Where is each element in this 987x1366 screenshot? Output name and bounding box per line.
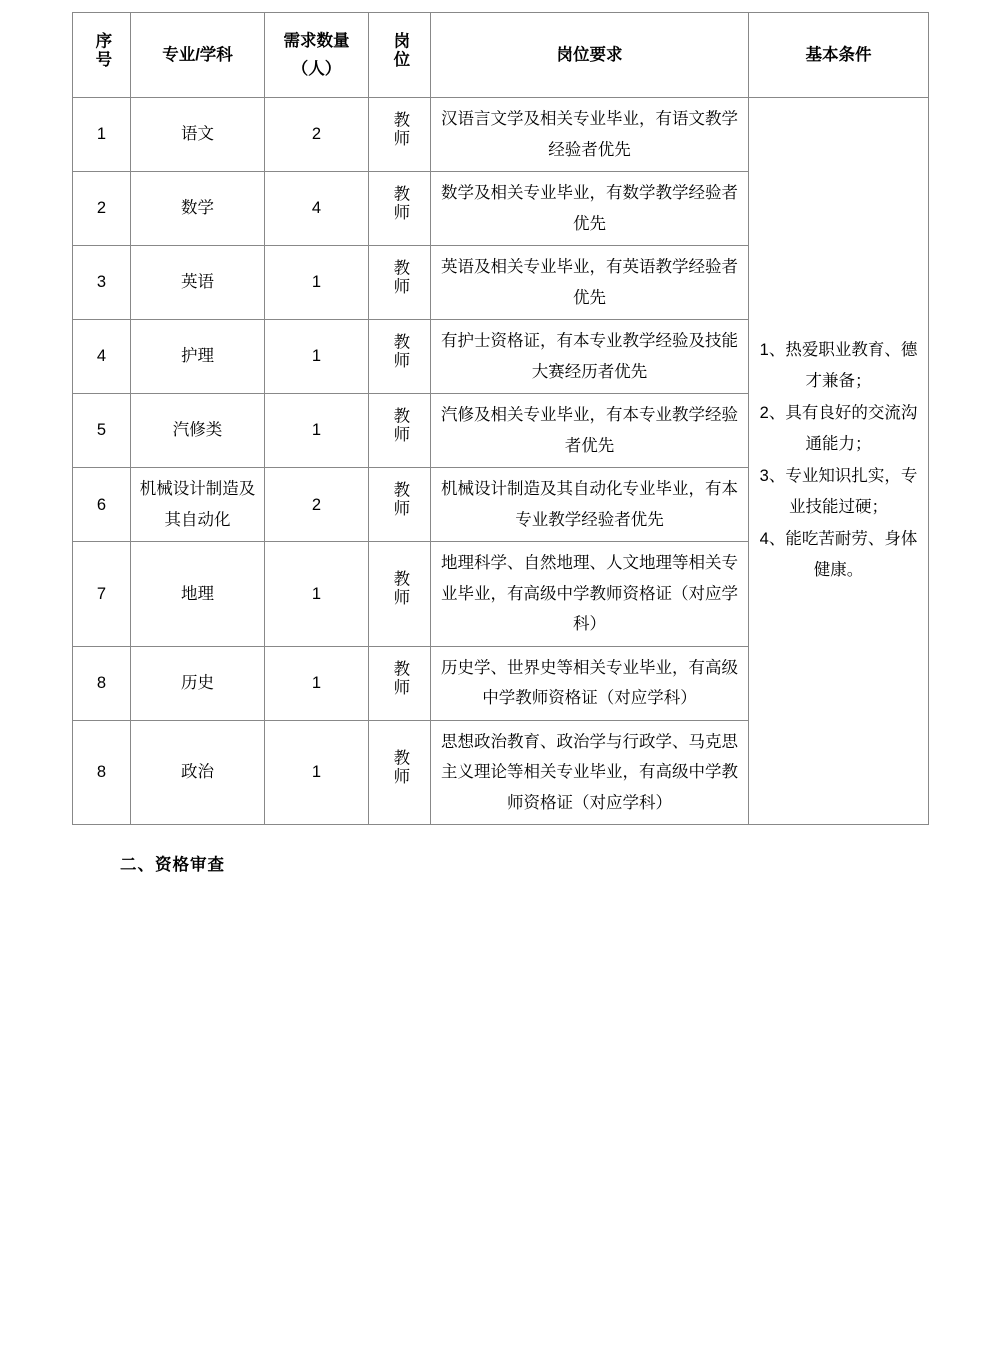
cell-post-text: 教师: [390, 332, 409, 370]
cell-major: 语文: [131, 98, 265, 172]
column-header-major: 专业/学科: [131, 13, 265, 98]
cell-quantity: 2: [265, 468, 369, 542]
cell-post-text: 教师: [390, 748, 409, 786]
cell-no: 7: [73, 542, 131, 647]
table-row: [73, 98, 929, 172]
cell-post-text: 教师: [390, 481, 409, 518]
cell-requirement: 机械设计制造及其自动化专业毕业，有本专业教学经验者优先: [431, 468, 749, 542]
cell-no: 8: [73, 646, 131, 720]
basic-condition-item: 3、专业知识扎实，专业技能过硬；: [759, 467, 918, 516]
basic-condition-item: 2、具有良好的交流沟通能力；: [759, 404, 918, 453]
cell-quantity: 4: [265, 172, 369, 246]
cell-quantity: 1: [265, 720, 369, 825]
cell-post-text: 教师: [390, 406, 409, 444]
cell-major: 汽修类: [131, 394, 265, 468]
cell-no: 3: [73, 246, 131, 320]
column-header-no: [73, 13, 131, 98]
column-header-quantity-line2: （人）: [291, 60, 342, 79]
cell-requirement: 思想政治教育、政治学与行政学、马克思主义理论等相关专业毕业，有高级中学教师资格证（对应学科）: [431, 720, 749, 825]
column-header-requirement: 岗位要求: [431, 13, 749, 98]
cell-quantity: 1: [265, 320, 369, 394]
cell-post: [369, 246, 431, 320]
column-header-quantity: [265, 13, 369, 98]
cell-major: 历史: [131, 646, 265, 720]
cell-requirement: 地理科学、自然地理、人文地理等相关专业毕业，有高级中学教师资格证（对应学科）: [431, 542, 749, 647]
cell-post: [369, 542, 431, 647]
cell-major: 护理: [131, 320, 265, 394]
cell-post: [369, 646, 431, 720]
cell-major: 地理: [131, 542, 265, 647]
cell-post-text: 教师: [390, 258, 409, 296]
basic-condition-item: 1、热爱职业教育、德才兼备；: [759, 341, 918, 390]
section-heading-qualification-review: 二、资格审查: [120, 856, 225, 875]
cell-post: [369, 468, 431, 542]
cell-post: [369, 172, 431, 246]
cell-quantity: 2: [265, 98, 369, 172]
cell-requirement: 汉语言文学及相关专业毕业，有语文教学经验者优先: [431, 98, 749, 172]
cell-no: 4: [73, 320, 131, 394]
cell-major: 机械设计制造及其自动化: [131, 468, 265, 542]
cell-requirement: 有护士资格证，有本专业教学经验及技能大赛经历者优先: [431, 320, 749, 394]
cell-no: 2: [73, 172, 131, 246]
column-header-quantity-line1: 需求数量: [283, 32, 350, 50]
cell-requirement: 历史学、世界史等相关专业毕业，有高级中学教师资格证（对应学科）: [431, 646, 749, 720]
cell-quantity: 1: [265, 246, 369, 320]
column-header-post: [369, 13, 431, 98]
cell-post: [369, 394, 431, 468]
cell-quantity: 1: [265, 542, 369, 647]
cell-major: 英语: [131, 246, 265, 320]
cell-quantity: 1: [265, 646, 369, 720]
table-header-row: [73, 13, 929, 98]
cell-post-text: 教师: [390, 659, 409, 697]
cell-quantity: 1: [265, 394, 369, 468]
cell-no: 8: [73, 720, 131, 825]
column-header-no-text: 序号: [92, 32, 111, 70]
column-header-post-text: 岗位: [390, 32, 409, 70]
cell-requirement: 数学及相关专业毕业，有数学教学经验者优先: [431, 172, 749, 246]
basic-condition-item: 4、能吃苦耐劳、身体健康。: [759, 530, 918, 579]
cell-requirement: 英语及相关专业毕业，有英语教学经验者优先: [431, 246, 749, 320]
cell-post: [369, 98, 431, 172]
cell-no: 5: [73, 394, 131, 468]
cell-major: 数学: [131, 172, 265, 246]
cell-major: 政治: [131, 720, 265, 825]
cell-post: [369, 720, 431, 825]
cell-basic-conditions: [749, 98, 929, 825]
cell-requirement: 汽修及相关专业毕业，有本专业教学经验者优先: [431, 394, 749, 468]
column-header-basic-condition: 基本条件: [749, 13, 929, 98]
cell-no: 1: [73, 98, 131, 172]
cell-no: 6: [73, 468, 131, 542]
cell-post: [369, 320, 431, 394]
cell-post-text: 教师: [390, 110, 409, 148]
cell-post-text: 教师: [390, 570, 409, 608]
recruitment-table: [72, 12, 929, 825]
cell-post-text: 教师: [390, 184, 409, 222]
